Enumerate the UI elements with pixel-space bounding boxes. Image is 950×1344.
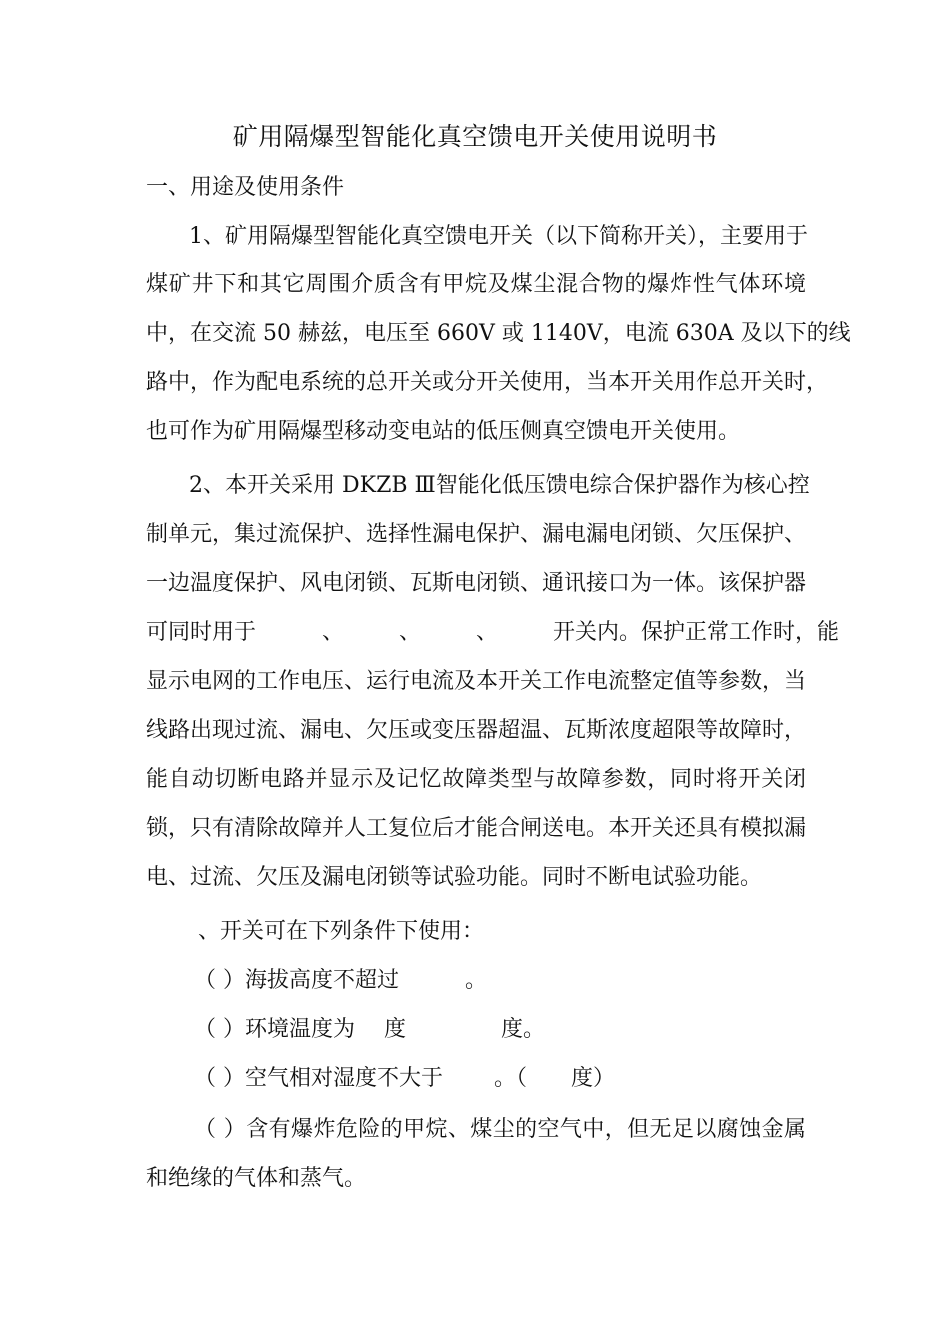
paragraph-line: 锁，只有清除故障并人工复位后才能合闸送电。本开关还具有模拟漏 [146, 816, 807, 841]
paragraph-line: 制单元，集过流保护、选择性漏电保护、漏电漏电闭锁、欠压保护、 [146, 522, 807, 547]
paragraph-line: 1、矿用隔爆型智能化真空馈电开关（以下简称开关），主要用于 [189, 224, 808, 249]
condition-item: （ ）环境温度为 度 度。 [194, 1017, 545, 1042]
paragraph-line: 电、过流、欠压及漏电闭锁等试验功能。同时不断电试验功能。 [146, 865, 763, 890]
paragraph-line: 一边温度保护、风电闭锁、瓦斯电闭锁、通讯接口为一体。该保护器 [146, 571, 807, 596]
condition-item: （ ）海拔高度不超过 。 [194, 968, 487, 993]
paragraph-line: 路中，作为配电系统的总开关或分开关使用，当本开关用作总开关时， [146, 370, 829, 395]
paragraph-line: 和绝缘的气体和蒸气。 [146, 1166, 367, 1191]
paragraph-line: 可同时用于 、 、 、 开关内。保护正常工作时，能 [146, 620, 840, 645]
condition-item: （ ）空气相对湿度不大于 。（ 度） [194, 1066, 615, 1091]
paragraph-line: 能自动切断电路并显示及记忆故障类型与故障参数，同时将开关闭 [146, 767, 806, 792]
paragraph-line: 2、本开关采用 DKZB Ⅲ智能化低压馈电综合保护器作为核心控 [189, 473, 810, 498]
paragraph-line: 线路出现过流、漏电、欠压或变压器超温、瓦斯浓度超限等故障时， [146, 718, 807, 743]
paragraph-line: 煤矿井下和其它周围介质含有甲烷及煤尘混合物的爆炸性气体环境 [146, 272, 806, 297]
condition-item: （ ）含有爆炸危险的甲烷、煤尘的空气中，但无足以腐蚀金属 [194, 1117, 806, 1142]
paragraph-line: 也可作为矿用隔爆型移动变电站的低压侧真空馈电开关使用。 [146, 419, 741, 444]
document-title: 矿用隔爆型智能化真空馈电开关使用说明书 [232, 122, 718, 151]
paragraph-line: 中，在交流 50 赫兹，电压至 660V 或 1140V，电流 630A 及以下的线 [146, 321, 851, 346]
conditions-intro: 、开关可在下列条件下使用： [198, 919, 485, 944]
section-heading: 一、用途及使用条件 [146, 175, 345, 200]
paragraph-line: 显示电网的工作电压、运行电流及本开关工作电流整定值等参数，当 [146, 669, 807, 694]
